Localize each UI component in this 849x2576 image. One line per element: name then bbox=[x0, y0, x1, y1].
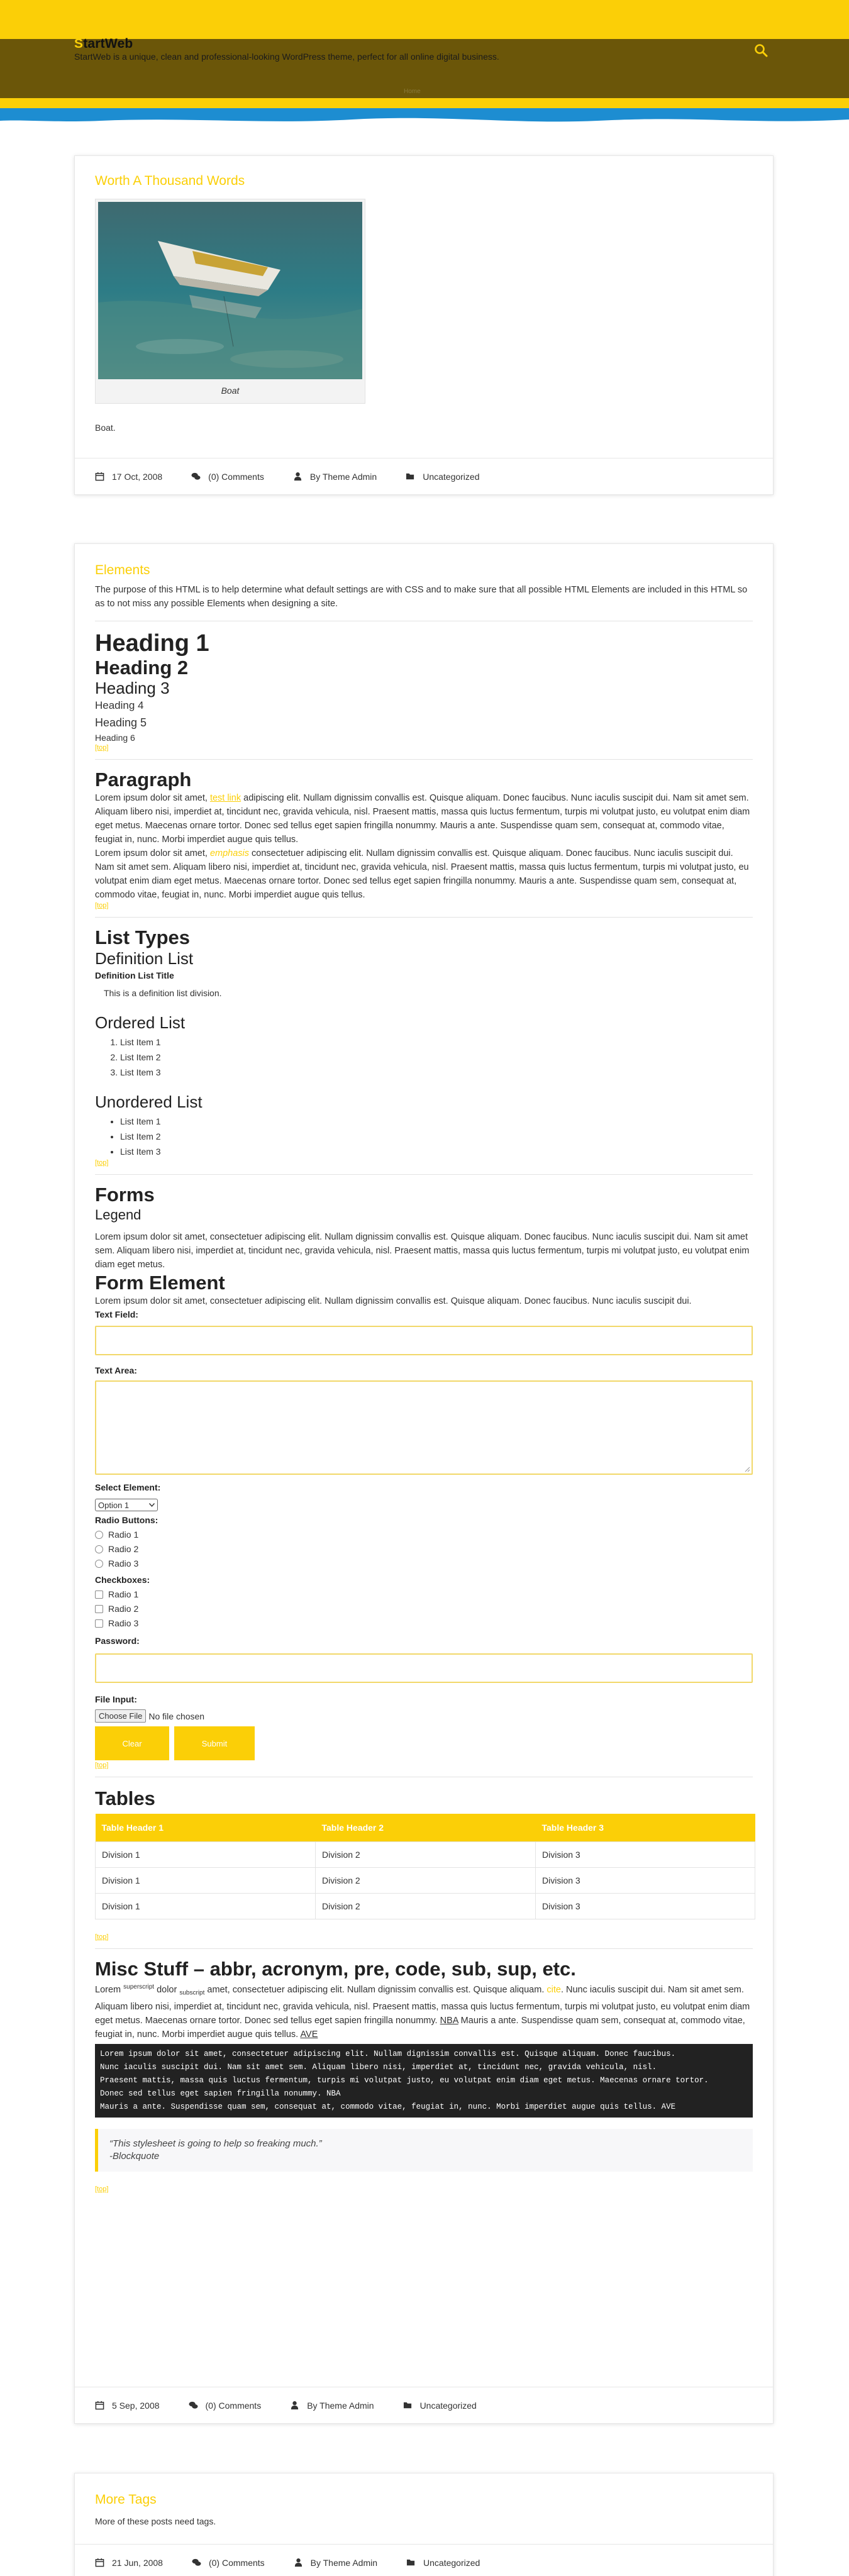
pre-line: Nunc iaculis suscipit dui. Nam sit amet sem. Aliquam libero nisi, imperdiet at, tincidunt nec, gravida vehicula, nisl. bbox=[100, 2063, 657, 2072]
divider bbox=[95, 759, 753, 760]
resize-handle-icon[interactable] bbox=[745, 1467, 750, 1472]
heading-6: Heading 6 bbox=[95, 733, 135, 743]
file-input[interactable] bbox=[95, 1709, 753, 1723]
table-row bbox=[96, 1893, 755, 1919]
checkbox-text: Radio 2 bbox=[108, 1604, 139, 1614]
table-cell: Division 1 bbox=[96, 1893, 316, 1919]
paragraph-text: Lorem ipsum dolor sit amet, bbox=[95, 793, 208, 803]
post-date[interactable]: 17 Oct, 2008 bbox=[112, 471, 163, 482]
subscript-text: subscript bbox=[179, 1989, 205, 1997]
submit-button[interactable]: Submit bbox=[174, 1726, 255, 1760]
table-cell: Division 2 bbox=[316, 1893, 536, 1919]
image-caption: Boat bbox=[221, 386, 240, 396]
calendar-icon bbox=[95, 2401, 104, 2410]
list-item: • List Item 1 bbox=[120, 1114, 753, 1129]
checkbox[interactable] bbox=[95, 1619, 103, 1628]
post-meta bbox=[75, 458, 773, 494]
post-comments[interactable]: (0) Comments bbox=[208, 2557, 265, 2568]
paragraph-text: Lorem ipsum dolor sit amet, bbox=[95, 848, 208, 858]
top-link[interactable]: [top] bbox=[95, 2185, 109, 2194]
password-field[interactable] bbox=[95, 1653, 753, 1683]
definition-title: Definition List Title bbox=[95, 970, 174, 980]
table-cell: Division 1 bbox=[96, 1867, 316, 1893]
checkbox-text: Radio 1 bbox=[108, 1589, 139, 1599]
misc-text: dolor bbox=[157, 1984, 177, 1995]
calendar-icon bbox=[95, 2558, 104, 2567]
ordered-list bbox=[120, 1035, 753, 1080]
pre-line: Lorem ipsum dolor sit amet, consectetuer adipiscing elit. Nullam dignissim convallis est. Quisque aliquam. Donec faucibus. bbox=[100, 2050, 676, 2059]
radio-text: Radio 2 bbox=[108, 1544, 139, 1554]
calendar-icon bbox=[95, 472, 104, 481]
checkbox-option[interactable] bbox=[95, 1589, 753, 1599]
list-item: 3. List Item 3 bbox=[120, 1065, 753, 1080]
list-types-heading: List Types bbox=[95, 926, 191, 948]
misc-text: Mauris a ante. Suspendisse quam sem, consequat at, commodo vitae, feugiat in, nunc. Morbi imperdiet augue quis tellus. bbox=[95, 2016, 745, 2040]
top-link[interactable]: [top] bbox=[95, 902, 109, 909]
image-figure bbox=[95, 199, 365, 404]
folder-icon bbox=[406, 2558, 416, 2567]
post-excerpt: More of these posts need tags. bbox=[95, 2516, 216, 2526]
post-card-worth-a-thousand-words bbox=[74, 155, 774, 495]
legend-text: Lorem ipsum dolor sit amet, consectetuer adipiscing elit. Nullam dignissim convallis est. Quisque aliquam. Donec faucibus. Nunc iaculis suscipit dui. Nam sit amet sem. Aliquam libero nisi, imperdiet at, tincidunt nec, gravida vehicula, nisl. Praesent mattis, massa quis luctus fermentum, turpis mi volutpat justo, eu volutpat enim diam eget metus. bbox=[95, 1232, 750, 1270]
post-author[interactable]: By Theme Admin bbox=[307, 2400, 374, 2411]
post-card-elements bbox=[74, 543, 774, 2424]
form-element-text: Lorem ipsum dolor sit amet, consectetuer adipiscing elit. Nullam dignissim convallis est. Quisque aliquam. Donec faucibus. Nunc iaculis suscipit dui. bbox=[95, 1296, 692, 1306]
post-date[interactable]: 5 Sep, 2008 bbox=[112, 2400, 160, 2411]
post-comments[interactable]: (0) Comments bbox=[208, 471, 264, 482]
header-top-bar bbox=[0, 0, 849, 39]
site-title-first-letter[interactable]: S bbox=[74, 36, 84, 51]
table-cell: Division 3 bbox=[536, 1841, 755, 1867]
comments-icon bbox=[192, 2558, 201, 2567]
select-label: Select Element: bbox=[95, 1482, 161, 1492]
radio-button[interactable] bbox=[95, 1531, 103, 1539]
user-icon bbox=[290, 2401, 299, 2410]
boat-image bbox=[98, 202, 362, 379]
table-cell: Division 2 bbox=[316, 1867, 536, 1893]
post-meta bbox=[75, 2387, 773, 2423]
heading-3: Heading 3 bbox=[95, 679, 170, 697]
site-title[interactable] bbox=[74, 36, 133, 52]
radio-text: Radio 1 bbox=[108, 1530, 139, 1540]
chevron-down-icon bbox=[149, 1503, 155, 1507]
top-link[interactable]: [top] bbox=[95, 1762, 109, 1769]
list-item: • List Item 2 bbox=[120, 1129, 753, 1144]
clear-button[interactable]: Clear bbox=[95, 1726, 169, 1760]
abbr-nba: NBA bbox=[440, 2016, 458, 2026]
misc-text: amet, consectetuer adipiscing elit. Nullam dignissim convallis est. Quisque aliquam. bbox=[207, 1984, 545, 1995]
paragraph-text: adipiscing elit. Nullam dignissim convallis est. Quisque aliquam. Donec faucibus. Nunc iaculis suscipit dui. Nam sit amet sem. Aliquam libero nisi, imperdiet at, tincidunt nec, gravida vehicula, nisl. Praesent mattis, massa quis luctus fermentum, turpis mi volutpat justo, eu volutpat enim diam eget metus. Maecenas ornare tortor. Donec sed tellus eget sapien fringilla nonummy. Mauris a ante. Suspendisse quam sem, consequat at, commodo vitae, feugiat in, nunc. Morbi imperdiet augue quis tellus. bbox=[95, 793, 750, 845]
text-field[interactable] bbox=[95, 1326, 753, 1355]
quote-attribution: -Blockquote bbox=[109, 2151, 160, 2162]
top-link[interactable]: [top] bbox=[95, 1159, 109, 1167]
pre-line: Donec sed tellus eget sapien fringilla nonummy. NBA bbox=[100, 2089, 341, 2099]
table-row bbox=[96, 1867, 755, 1893]
paragraph-text: consectetuer adipiscing elit. Nullam dignissim convallis est. Quisque aliquam. Donec faucibus. Nunc iaculis suscipit dui. Nam sit amet sem. Aliquam libero nisi, imperdiet at, tincidunt nec, gravida vehicula, nisl. Praesent mattis, massa quis luctus fermentum, turpis mi volutpat justo, eu volutpat enim diam eget metus. Maecenas ornare tortor. Donec sed tellus eget sapien fringilla nonummy. Mauris a ante. Suspendisse quam sem, consequat at, commodo vitae, feugiat in, nunc. Morbi imperdiet augue quis tellus. bbox=[95, 848, 749, 900]
misc-text: . Nunc iaculis suscipit dui. Nam sit amet sem. Aliquam libero nisi, imperdiet at, tincidunt nec, gravida vehicula, nisl. Praesent mattis, massa quis luctus fermentum, turpis mi volutpat justo, eu volutpat enim diam eget metus. Maecenas ornare tortor. Donec sed tellus eget sapien fringilla nonummy. bbox=[95, 1984, 750, 2026]
radio-option[interactable] bbox=[95, 1530, 753, 1540]
post-title[interactable]: Worth A Thousand Words bbox=[95, 174, 245, 188]
table-cell: Division 3 bbox=[536, 1893, 755, 1919]
blockquote bbox=[95, 2129, 753, 2172]
text-area-label: Text Area: bbox=[95, 1365, 137, 1375]
list-item: 2. List Item 2 bbox=[120, 1050, 753, 1065]
paragraph-1 bbox=[95, 791, 753, 847]
table-cell: Division 1 bbox=[96, 1841, 316, 1867]
menu-item-ghost[interactable]: Home bbox=[404, 88, 421, 95]
divider bbox=[95, 1948, 753, 1949]
misc-heading: Misc Stuff – abbr, acronym, pre, code, sub, sup, etc. bbox=[95, 1957, 576, 1980]
superscript-text: superscript bbox=[123, 1983, 155, 1990]
form-buttons bbox=[95, 1726, 753, 1760]
folder-icon bbox=[403, 2401, 413, 2410]
list-item: • List Item 3 bbox=[120, 1144, 753, 1159]
post-card-more-tags bbox=[74, 2473, 774, 2576]
paragraph-heading: Paragraph bbox=[95, 769, 192, 791]
radio-option[interactable] bbox=[95, 1544, 753, 1554]
data-table bbox=[95, 1814, 755, 1919]
comments-icon bbox=[191, 472, 201, 481]
post-content bbox=[75, 544, 773, 2193]
select-element[interactable] bbox=[95, 1499, 158, 1511]
radio-option[interactable] bbox=[95, 1558, 753, 1568]
paragraph-2 bbox=[95, 847, 753, 902]
heading-4: Heading 4 bbox=[95, 699, 144, 711]
ordered-list-heading: Ordered List bbox=[95, 1013, 186, 1032]
folder-icon bbox=[406, 472, 415, 481]
top-link[interactable]: [top] bbox=[95, 1933, 109, 1941]
heading-1: Heading 1 bbox=[95, 630, 209, 657]
legend: Legend bbox=[95, 1207, 142, 1223]
file-input-label: File Input: bbox=[95, 1694, 137, 1704]
search-icon[interactable] bbox=[753, 43, 769, 58]
heading-5: Heading 5 bbox=[95, 716, 147, 729]
radio-label: Radio Buttons: bbox=[95, 1515, 158, 1525]
pre-line: Praesent mattis, massa quis luctus fermentum, turpis mi volutpat justo, eu volutpat enim diam eget metus. Maecenas ornare tortor. bbox=[100, 2076, 709, 2085]
form-element-heading: Form Element bbox=[95, 1272, 225, 1294]
table-cell: Division 2 bbox=[316, 1841, 536, 1867]
post-author[interactable]: By Theme Admin bbox=[310, 2557, 378, 2568]
post-intro: The purpose of this HTML is to help determine what default settings are with CSS and to make sure that all possible HTML Elements are included in this HTML so as to not miss any possible Elements when designing a site. bbox=[95, 585, 748, 609]
forms-heading: Forms bbox=[95, 1184, 155, 1206]
radio-button[interactable] bbox=[95, 1560, 103, 1568]
table-header-row bbox=[96, 1814, 755, 1841]
site-description: StartWeb is a unique, clean and professional-looking WordPress theme, perfect for all online digital business. bbox=[74, 52, 499, 62]
divider bbox=[95, 917, 753, 918]
misc-text: Lorem bbox=[95, 1984, 121, 1995]
checkbox-option[interactable] bbox=[95, 1604, 753, 1614]
quote-text: “This stylesheet is going to help so freaking much.” bbox=[109, 2138, 322, 2150]
radio-button[interactable] bbox=[95, 1545, 103, 1553]
post-category[interactable]: Uncategorized bbox=[419, 2400, 477, 2411]
text-area[interactable] bbox=[95, 1380, 753, 1475]
post-category[interactable]: Uncategorized bbox=[423, 471, 480, 482]
select-value: Option 1 bbox=[98, 1500, 130, 1510]
header-wave bbox=[0, 106, 849, 131]
post-meta bbox=[75, 2544, 773, 2576]
preformatted-block bbox=[95, 2044, 753, 2118]
choose-file-button[interactable]: Choose File bbox=[95, 1709, 146, 1723]
top-link[interactable]: [top] bbox=[95, 744, 109, 752]
table-header: Table Header 3 bbox=[536, 1814, 755, 1841]
radio-text: Radio 3 bbox=[108, 1558, 139, 1568]
checkbox-text: Radio 3 bbox=[108, 1618, 139, 1628]
post-category[interactable]: Uncategorized bbox=[423, 2557, 480, 2568]
checkbox[interactable] bbox=[95, 1605, 103, 1613]
text-field-label: Text Field: bbox=[95, 1309, 138, 1319]
misc-paragraph bbox=[95, 1980, 753, 2042]
post-title[interactable]: More Tags bbox=[95, 2492, 157, 2507]
site-title-rest[interactable]: tartWeb bbox=[83, 36, 133, 51]
table-row bbox=[96, 1841, 755, 1867]
table-header: Table Header 1 bbox=[96, 1814, 316, 1841]
post-author[interactable]: By Theme Admin bbox=[309, 471, 377, 482]
test-link[interactable]: test link bbox=[209, 793, 241, 803]
definition-description: This is a definition list division. bbox=[104, 988, 222, 998]
heading-2: Heading 2 bbox=[95, 657, 189, 679]
checkbox-option[interactable] bbox=[95, 1618, 753, 1628]
user-icon bbox=[294, 2558, 303, 2567]
pre-line: Mauris a ante. Suspendisse quam sem, consequat at, commodo vitae, feugiat in, nunc. Morbi imperdiet augue quis tellus. AVE bbox=[100, 2102, 676, 2112]
post-excerpt: Boat. bbox=[95, 423, 116, 433]
tables-heading: Tables bbox=[95, 1787, 155, 1809]
table-header: Table Header 2 bbox=[316, 1814, 536, 1841]
post-title[interactable]: Elements bbox=[95, 563, 150, 577]
table-cell: Division 3 bbox=[536, 1867, 755, 1893]
comments-icon bbox=[189, 2401, 198, 2410]
password-label: Password: bbox=[95, 1636, 140, 1646]
cite-text: cite bbox=[547, 1984, 561, 1995]
file-status: No file chosen bbox=[148, 1711, 205, 1721]
divider bbox=[95, 1174, 753, 1175]
checkbox-label: Checkboxes: bbox=[95, 1575, 150, 1585]
user-icon bbox=[293, 472, 302, 481]
acronym-ave: AVE bbox=[300, 2029, 318, 2040]
post-date[interactable]: 21 Jun, 2008 bbox=[112, 2557, 163, 2568]
definition-list-heading: Definition List bbox=[95, 949, 194, 968]
emphasis-text: emphasis bbox=[209, 848, 249, 858]
list-item: 1. List Item 1 bbox=[120, 1035, 753, 1050]
checkbox[interactable] bbox=[95, 1591, 103, 1599]
unordered-list-heading: Unordered List bbox=[95, 1092, 203, 1111]
post-comments[interactable]: (0) Comments bbox=[205, 2400, 262, 2411]
unordered-list bbox=[120, 1114, 753, 1159]
